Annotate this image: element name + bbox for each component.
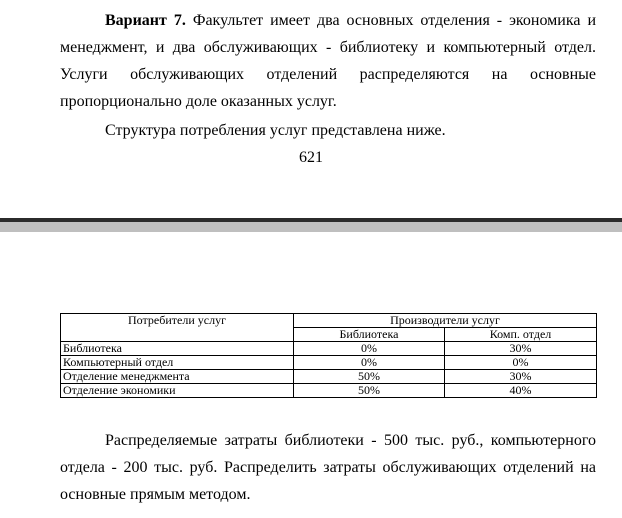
table-row	[61, 370, 597, 384]
cell-library: 0%	[294, 356, 445, 370]
row-name: Библиотека	[61, 342, 294, 356]
cell-library: 0%	[294, 342, 445, 356]
cell-library: 50%	[294, 370, 445, 384]
table-row	[61, 384, 597, 398]
row-name: Отделение менеджмента	[61, 370, 294, 384]
page-number: 621	[299, 149, 323, 166]
producers-header: Производители услуг	[294, 314, 597, 328]
page-separator-band	[0, 222, 622, 232]
cell-computer: 0%	[445, 356, 597, 370]
task-text: Факультет имеет два основных отделения - экономика и менеджмент, и два обслуживающих - библиотеку и компьютерный отдел. Услуги обслуживающих отделений распределяются на основные пропорционально доле оказанных услуг.	[60, 12, 597, 110]
row-name: Компьютерный отдел	[61, 356, 294, 370]
table-row	[61, 356, 597, 370]
table-row	[61, 342, 597, 356]
cell-computer: 40%	[445, 384, 597, 398]
cell-computer: 30%	[445, 370, 597, 384]
cell-library: 50%	[294, 384, 445, 398]
column-library-header: Библиотека	[294, 328, 445, 342]
table-header-row	[61, 314, 597, 328]
cell-computer: 30%	[445, 342, 597, 356]
task-paragraph	[60, 7, 596, 115]
column-computer-header: Комп. отдел	[445, 328, 597, 342]
structure-paragraph	[60, 117, 596, 144]
costs-text: Распределяемые затраты библиотеки - 500 тыс. руб., компьютерного отдела - 200 тыс. руб. Распределить затраты обслуживающих отделений на основные прямым методом.	[60, 432, 596, 503]
row-name: Отделение экономики	[61, 384, 294, 398]
consumers-header: Потребители услуг	[61, 314, 294, 342]
costs-paragraph	[60, 427, 596, 508]
variant-label: Вариант 7.	[105, 12, 186, 29]
services-table	[60, 313, 597, 398]
structure-text: Структура потребления услуг представлена ниже.	[105, 122, 446, 139]
